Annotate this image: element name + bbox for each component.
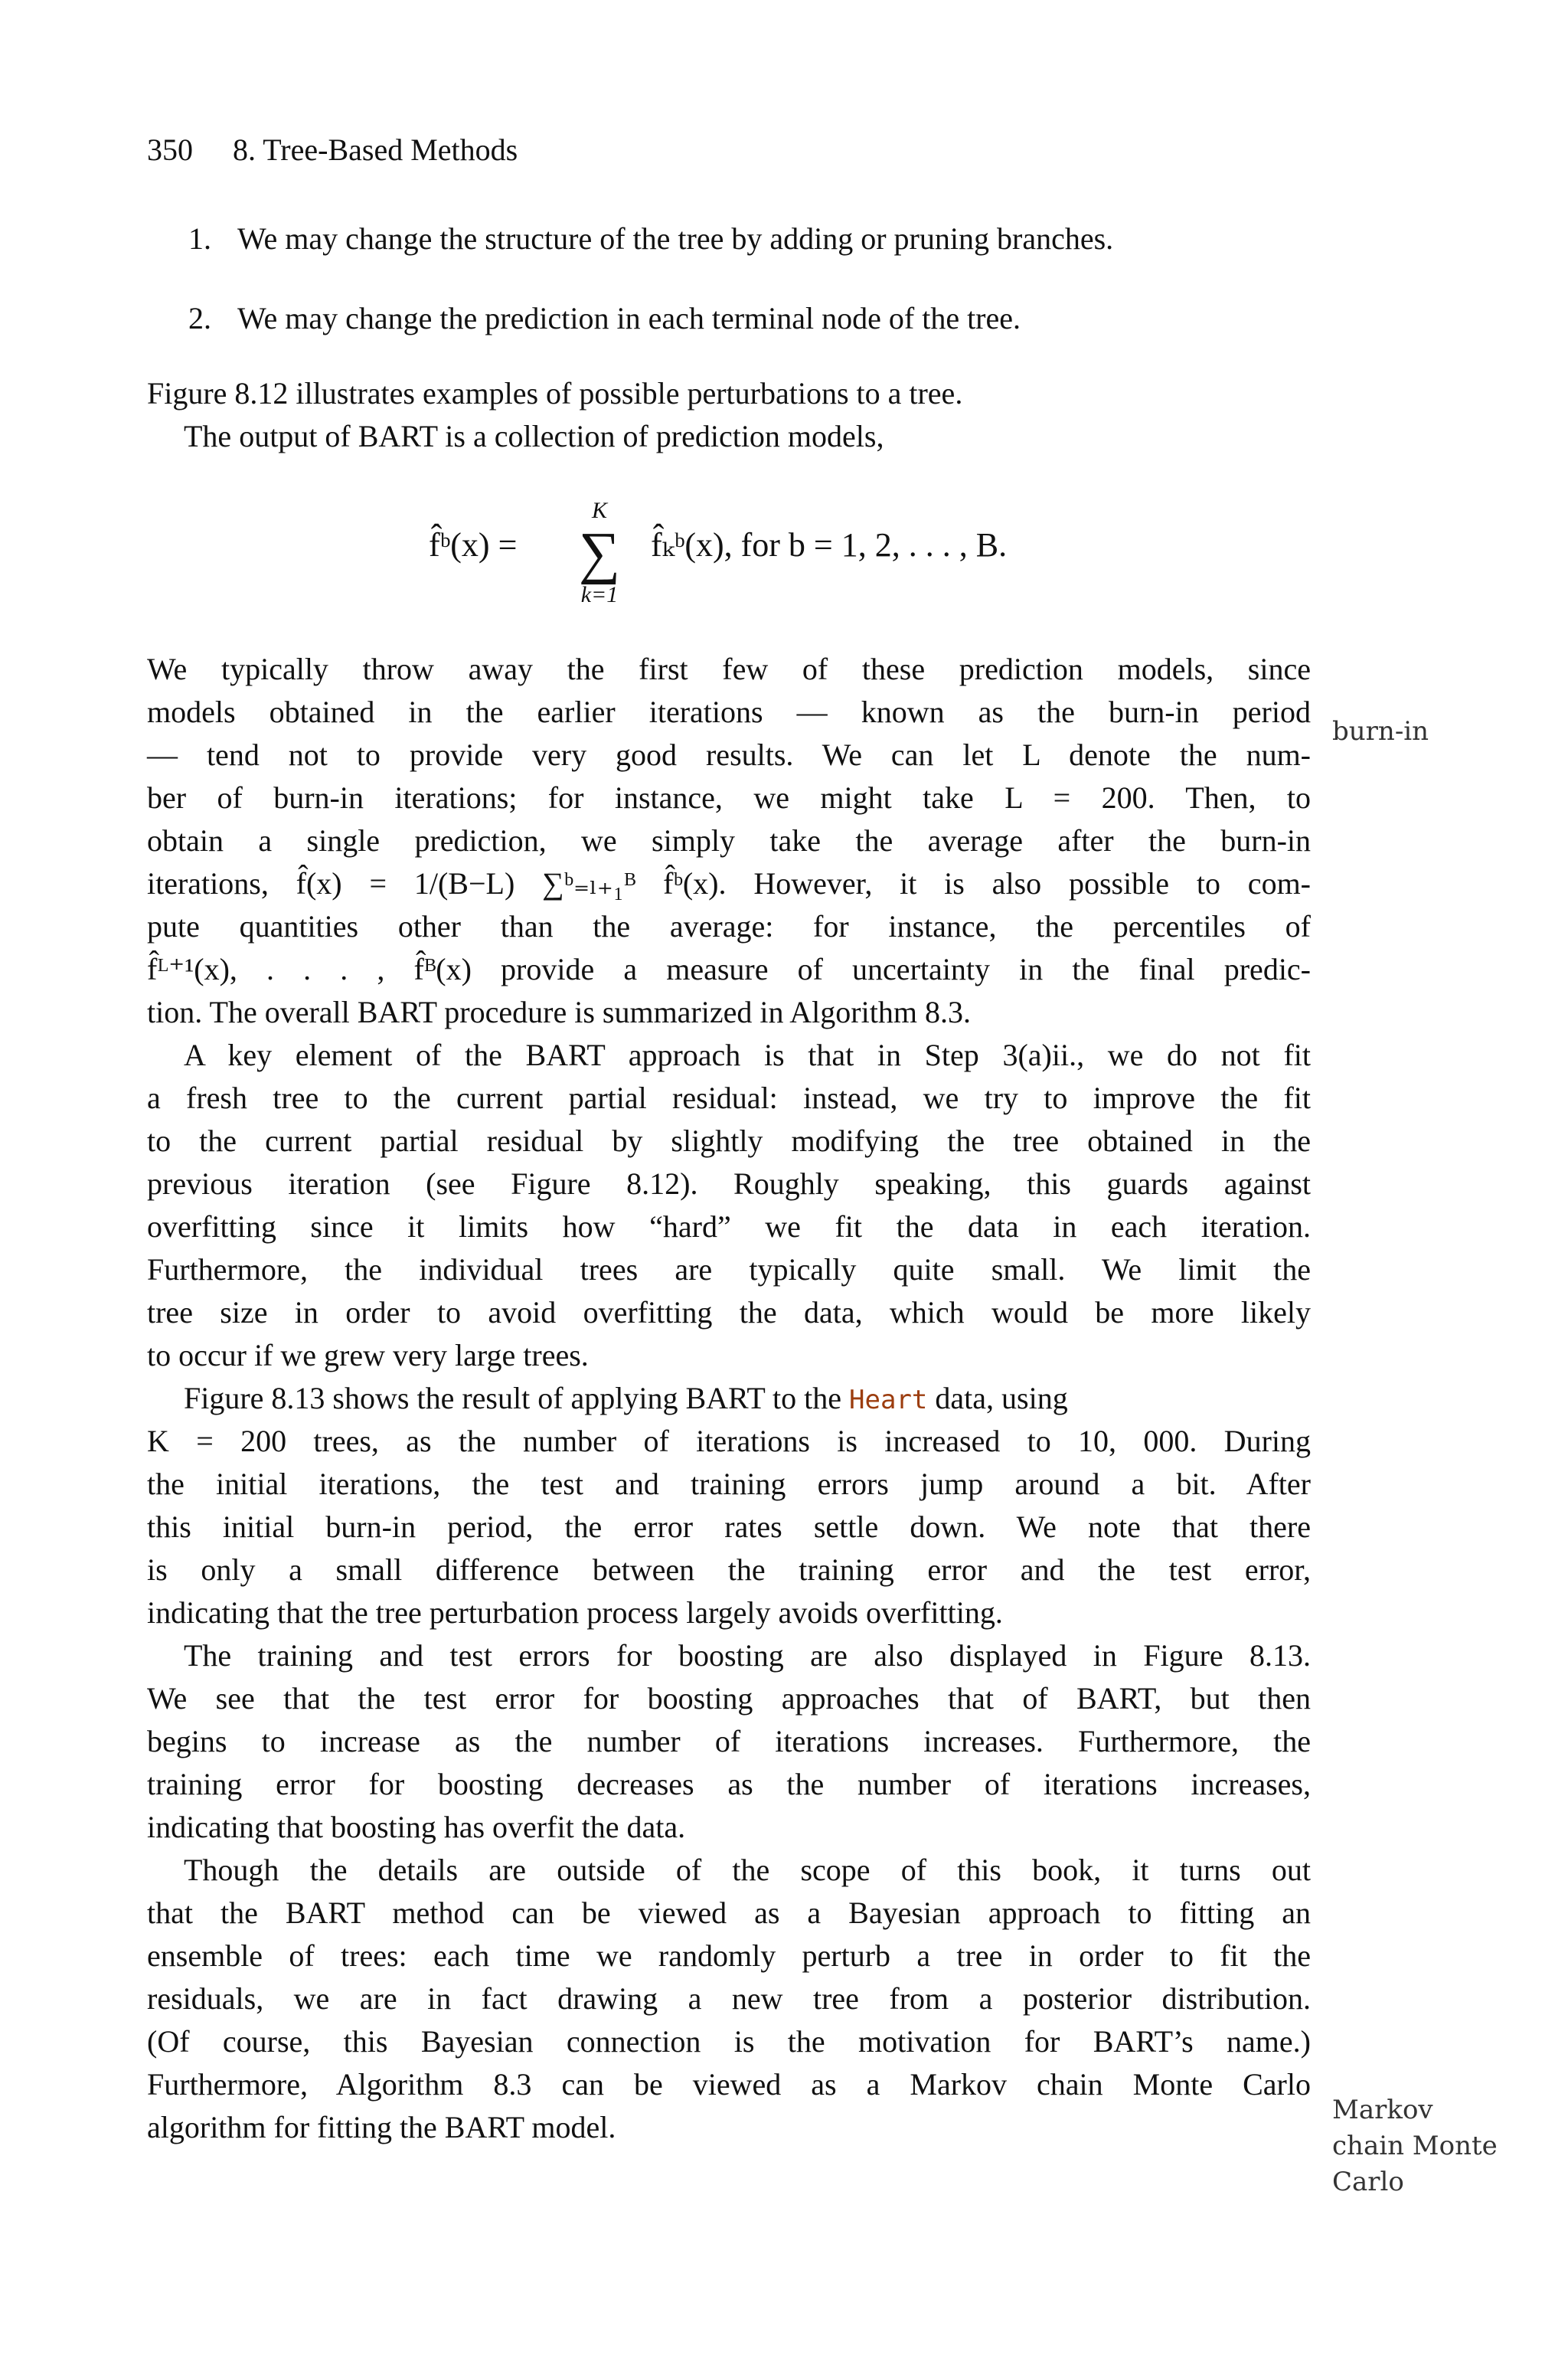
paragraph-line: to occur if we grew very large trees. [147, 1338, 589, 1372]
paragraph-line: Furthermore, the individual trees are typically quite small. We limit the [147, 1252, 1311, 1287]
paragraph-line: tree size in order to avoid overfitting the data, which would be more likely [147, 1295, 1311, 1330]
paragraph-line: indicating that boosting has overfit the data. [147, 1810, 686, 1844]
paragraph-line: ber of burn-in iterations; for instance, we might take L = 200. Then, to [147, 780, 1311, 815]
paragraph-line: begins to increase as the number of iterations increases. Furthermore, the [147, 1724, 1311, 1758]
paragraph-line: Furthermore, Algorithm 8.3 can be viewed as a Markov chain Monte Carlo [147, 2067, 1311, 2102]
paragraph-line: is only a small difference between the training error and the test error, [147, 1552, 1311, 1587]
paragraph-line: The output of BART is a collection of prediction models, [184, 419, 884, 453]
paragraph-line: models obtained in the earlier iterations — known as the burn-in period [147, 695, 1311, 729]
page-number: 350 [147, 132, 193, 167]
paragraph-line: that the BART method can be viewed as a Bayesian approach to fitting an [147, 1896, 1311, 1930]
paragraph-line: Though the details are outside of the scope of this book, it turns out [184, 1853, 1311, 1887]
equation-rhs: f̂ₖᵇ(x), for b = 1, 2, . . . , B. [651, 526, 1008, 564]
paragraph-line: K = 200 trees, as the number of iterations is increased to 10, 000. During [147, 1424, 1311, 1458]
paragraph-line: overfitting since it limits how “hard” we fit the data in each iteration. [147, 1209, 1311, 1244]
paragraph-line: Figure 8.13 shows the result of applying BART to the Heart data, using [184, 1381, 1068, 1415]
display-equation [429, 490, 1118, 620]
paragraph-line: We typically throw away the first few of these prediction models, since [147, 652, 1311, 686]
equation-lhs: f̂ᵇ(x) = [429, 526, 518, 564]
paragraph-line: ensemble of trees: each time we randomly perturb a tree in order to fit the [147, 1938, 1311, 1973]
chapter-title: 8. Tree-Based Methods [233, 132, 518, 167]
running-header [147, 129, 518, 172]
paragraph-line: to the current partial residual by slightly modifying the tree obtained in the [147, 1124, 1311, 1158]
paragraph-line: this initial burn-in period, the error rates settle down. We note that there [147, 1510, 1311, 1544]
dataset-name: Heart [849, 1385, 928, 1415]
paragraph-line: A key element of the BART approach is that in Step 3(a)ii., we do not fit [184, 1038, 1311, 1072]
paragraph-line: tion. The overall BART procedure is summarized in Algorithm 8.3. [147, 995, 971, 1029]
paragraph-line: obtain a single prediction, we simply take the average after the burn-in [147, 823, 1311, 858]
summation-sign: K ∑ k=1 [578, 498, 621, 607]
paragraph-line: — tend not to provide very good results. We can let L denote the num- [147, 738, 1311, 772]
paragraph-line: iterations, f̂(x) = 1/(B−L) ∑ᵇ₌ₗ₊₁ᴮ f̂ᵇ(x). However, it is also possible to com- [147, 866, 1311, 901]
paragraph-line: residuals, we are in fact drawing a new tree from a posterior distribution. [147, 1981, 1311, 2016]
paragraph-line: (Of course, this Bayesian connection is the motivation for BART’s name.) [147, 2024, 1311, 2059]
paragraph-line: f̂ᴸ⁺¹(x), . . . , f̂ᴮ(x) provide a measure of uncertainty in the final predic- [147, 952, 1311, 986]
margin-note-mcmc: Markov chain Monte Carlo [1332, 2095, 1498, 2197]
paragraph-line: pute quantities other than the average: for instance, the percentiles of [147, 909, 1311, 944]
paragraph-line: Figure 8.12 illustrates examples of possible perturbations to a tree. [147, 376, 963, 411]
list-item: 1. We may change the structure of the tree by adding or pruning branches. [188, 221, 1114, 256]
paragraph-line: a fresh tree to the current partial residual: instead, we try to improve the fit [147, 1081, 1311, 1115]
margin-note-burn-in: burn-in [1332, 716, 1429, 747]
list-item: 2. We may change the prediction in each terminal node of the tree. [188, 301, 1021, 335]
paragraph-line: algorithm for fitting the BART model. [147, 2110, 616, 2144]
paragraph-line: previous iteration (see Figure 8.12). Roughly speaking, this guards against [147, 1166, 1311, 1201]
paragraph-line: the initial iterations, the test and training errors jump around a bit. After [147, 1467, 1311, 1501]
paragraph-line: We see that the test error for boosting approaches that of BART, but then [147, 1681, 1311, 1716]
paragraph-line: training error for boosting decreases as the number of iterations increases, [147, 1767, 1311, 1801]
paragraph-line: The training and test errors for boosting are also displayed in Figure 8.13. [184, 1638, 1311, 1673]
paragraph-line: indicating that the tree perturbation process largely avoids overfitting. [147, 1595, 1003, 1630]
